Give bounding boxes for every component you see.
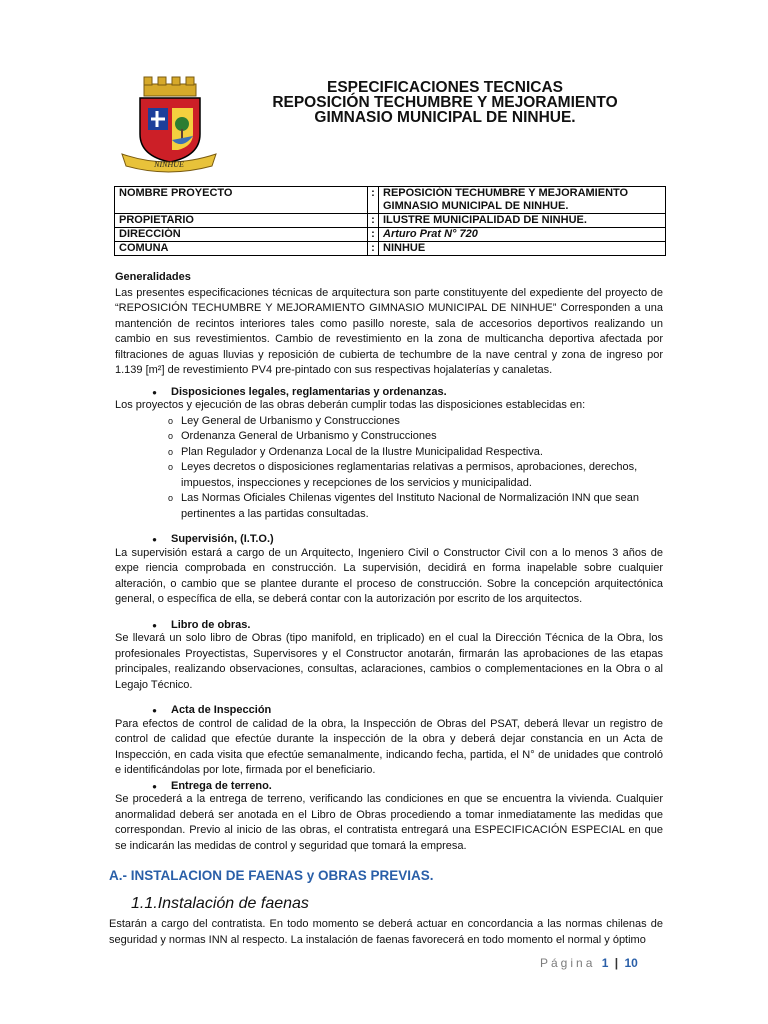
subsection-1-1-text: Estarán a cargo del contratista. En todo momento se deberá actuar en concordancia a las normas chilenas de seguridad y normas INN al respecto. La instalación de faenas favorecerá en todo momento el normal y óptimo bbox=[109, 918, 663, 946]
acta-text: Para efectos de control de calidad de la obra, la Inspección de Obras del PSAT, deberá llevar un registro de control de calidad que efectúe durante la inspección de la obra y deberá dejar constancia en un Acta de Inspección, en cada visita que efectúe semanalmente, indicando fecha, partida, el N° de unidades que controló e identificándolas por lote, firmada por el beneficiario. bbox=[115, 717, 663, 776]
document-body bbox=[109, 270, 663, 948]
title-line-3: GIMNASIO MUNICIPAL DE NINHUE. bbox=[314, 109, 576, 126]
disposiciones-list bbox=[115, 414, 663, 523]
libro-text: Se llevará un solo libro de Obras (tipo manifold, en triplicado) en el cual la Dirección Técnica de la Obra, los profesionales Proyectistas, Supervisores y el Constructor anotarán, firmarán las aprobaciones de las etapas principales, realizando observaciones, consultas, aclaraciones, cambios o complementaciones en la Obra o al Legajo Técnico. bbox=[115, 632, 663, 691]
separator-cell: : bbox=[368, 187, 379, 214]
bullet-icon: ● bbox=[152, 706, 157, 715]
supervision-text: La supervisión estará a cargo de un Arquitecto, Ingeniero Civil o Constructor Civil con a lo menos 3 años de expe riencia comprobada en construcción. La supervisión, decidirá en forma inapelable sobre cualquier alteración, o cambio que se plantee durante el proceso de construcción. Sobre la concepción arquitectónica general, o específica de ella, se deberá contar con la autorización por escrito de los arquitectos. bbox=[115, 546, 663, 605]
value-cell: REPOSICIÓN TECHUMBRE Y MEJORAMIENTO GIMNASIO MUNICIPAL DE NINHUE. bbox=[379, 187, 666, 214]
table-row bbox=[115, 228, 666, 242]
bullet-icon: ● bbox=[152, 387, 157, 397]
bullet-icon: ● bbox=[152, 535, 157, 544]
section-a-heading: A.- INSTALACION DE FAENAS y OBRAS PREVIAS. bbox=[109, 868, 434, 883]
generalidades-heading: Generalidades bbox=[115, 271, 191, 283]
page-total: 10 bbox=[624, 956, 638, 970]
libro-heading: Libro de obras. bbox=[171, 618, 251, 631]
label-cell: DIRECCIÓN bbox=[115, 228, 368, 242]
circle-bullet-icon: o bbox=[167, 462, 173, 472]
table-row bbox=[115, 214, 666, 228]
list-item: o Leyes decretos o disposiciones reglamentarias relativas a permisos, aprobaciones, derechos, impuestos, inspecciones y recepciones de los servicios y municipalidad. bbox=[115, 460, 663, 491]
list-item: o Las Normas Oficiales Chilenas vigentes del Instituto Nacional de Normalización INN que sean pertinentes a las partidas consultadas. bbox=[115, 491, 663, 522]
list-item: o Plan Regulador y Ordenanza Local de la Ilustre Municipalidad Respectiva. bbox=[115, 445, 663, 461]
separator-cell: : bbox=[368, 214, 379, 228]
page-number: 1 bbox=[601, 956, 609, 970]
separator-cell: : bbox=[368, 242, 379, 256]
municipal-coat-of-arms-logo bbox=[118, 74, 220, 174]
separator-cell: : bbox=[368, 228, 379, 242]
entrega-text: Se procederá a la entrega de terreno, verificando las condiciones en que se encuentra la vivienda. Cualquier anormalidad deberá ser anotada en el Libro de Obras procediendo a tomar inmediatamente las medidas que correspondan. Previo al inicio de las obras, el contratista entregará una ESPECIFICACIÓN ESPECIAL en que se indicarán las medidas de control y seguridad que tomará la empresa. bbox=[115, 793, 663, 852]
circle-bullet-icon: o bbox=[167, 431, 173, 441]
label-cell: PROPIETARIO bbox=[115, 214, 368, 228]
page-label: Página bbox=[540, 956, 596, 970]
shield-icon bbox=[140, 98, 200, 162]
document-title bbox=[230, 80, 660, 125]
table-row bbox=[115, 187, 666, 214]
circle-bullet-icon: o bbox=[167, 446, 173, 457]
project-info-table bbox=[114, 186, 666, 256]
bullet-icon: ● bbox=[152, 781, 157, 791]
acta-heading: Acta de Inspección bbox=[171, 704, 272, 716]
title-line-2: REPOSICIÓN TECHUMBRE Y MEJORAMIENTO bbox=[272, 94, 618, 111]
page-footer bbox=[540, 956, 638, 970]
circle-bullet-icon: o bbox=[167, 493, 173, 503]
page-separator: | bbox=[614, 956, 619, 970]
disposiciones-heading: Disposiciones legales, reglamentarias y ordenanzas. bbox=[171, 385, 447, 398]
entrega-heading: Entrega de terreno. bbox=[171, 779, 272, 792]
table-row bbox=[115, 242, 666, 256]
value-cell: Arturo Prat N° 720 bbox=[379, 228, 666, 242]
list-item: o Ley General de Urbanismo y Construcciones bbox=[115, 414, 663, 430]
bullet-icon: ● bbox=[152, 620, 157, 630]
value-cell: ILUSTRE MUNICIPALIDAD DE NINHUE. bbox=[379, 214, 666, 228]
generalidades-text: Las presentes especificaciones técnicas de arquitectura son parte constituyente del expediente del proyecto de “REPOSICIÓN TECHUMBRE Y MEJORAMIENTO GIMNASIO MUNICIPAL DE NINHUE” Corresponden a una mantención de recintos interiores tales como pasillo noreste, sala de accesorios deportivos realizando un cambio en sus revestimientos. Cambio de revestimiento en la zona de multicancha deportiva afectada por filtraciones de aguas lluvias y reposición de cubierta de techumbre de la nave central y zona de ingreso por 1.139 [m²] de revestimiento PV4 pre-pintado con sus respectivas hojalaterías y canaletas. bbox=[115, 286, 663, 376]
subsection-1-1-heading: 1.1.Instalación de faenas bbox=[131, 894, 309, 912]
label-cell: COMUNA bbox=[115, 242, 368, 256]
title-line-1: ESPECIFICACIONES TECNICAS bbox=[327, 79, 563, 96]
list-item: o Ordenanza General de Urbanismo y Construcciones bbox=[115, 429, 663, 445]
value-cell: NINHUE bbox=[379, 242, 666, 256]
disposiciones-intro: Los proyectos y ejecución de las obras deberán cumplir todas las disposiciones establecidas en: bbox=[115, 399, 586, 411]
label-cell: NOMBRE PROYECTO bbox=[115, 187, 368, 214]
supervision-heading: Supervisión, (I.T.O.) bbox=[171, 533, 274, 545]
crown-icon bbox=[144, 77, 196, 96]
circle-bullet-icon: o bbox=[167, 415, 173, 426]
logo-text: NINHUE bbox=[154, 160, 184, 169]
